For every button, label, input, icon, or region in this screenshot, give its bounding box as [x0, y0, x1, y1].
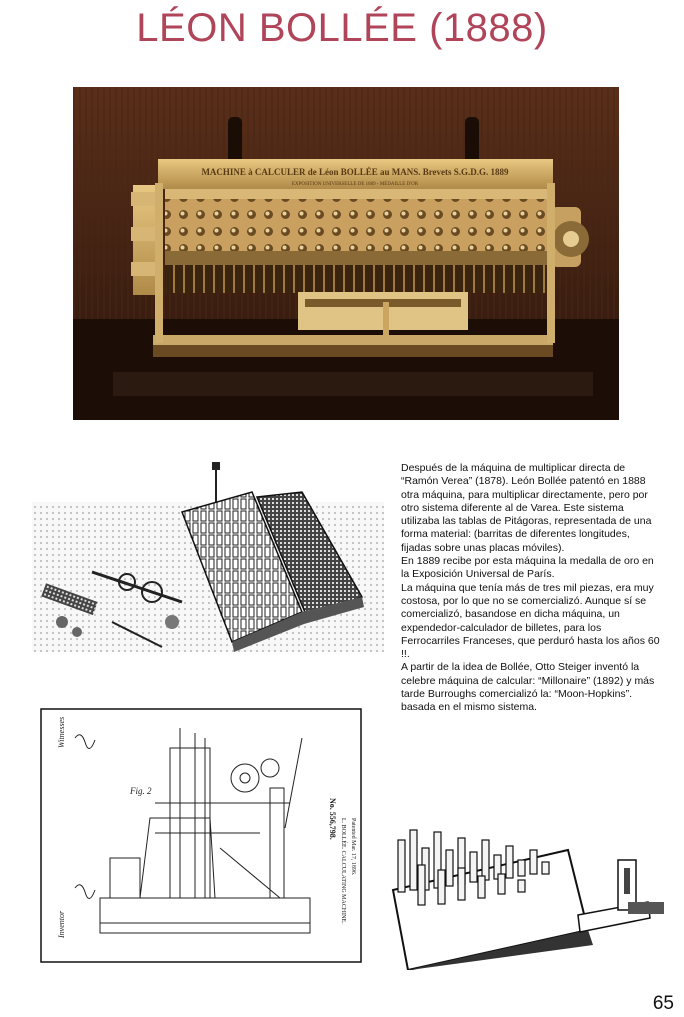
photo-nameplate-sub: EXPOSITION UNIVERSELLE DE 1889 - MÉDAILLE D'OR [291, 182, 419, 187]
body-text [401, 462, 663, 715]
patent-fig-label: Fig. 2 [130, 786, 152, 796]
patent-number: No. 556,798. [328, 798, 337, 840]
svg-text:Witnesses: Witnesses [57, 716, 66, 748]
paragraph: En 1889 recibe por esta máquina la medalla de oro en la Exposición Universal de París. [401, 555, 654, 581]
svg-text:Inventor: Inventor [57, 910, 66, 938]
page-title: LÉON BOLLÉE (1888) [136, 6, 548, 50]
patent-date: Patented Mar. 17, 1896. [350, 818, 356, 876]
pin-plate-drawing [388, 820, 664, 970]
patent-drawing [40, 708, 362, 963]
page-number: 65 [652, 993, 674, 1014]
photo-nameplate: MACHINE à CALCULER de Léon BOLLÉE au MANS. Brevets S.G.D.G. 1889 [201, 167, 509, 177]
patent-title: L. BOLLÉE. CALCULATING MACHINE. [340, 818, 346, 924]
paragraph: La máquina que tenía más de tres mil piezas, era muy costosa, por lo que no se comercializó. Aunque sí se comercializó, basandose en dicha máquina, un expendedor-calculador de billetes, para los Ferrocarriles Franceses, que perduró hasta los años 60 !!. [401, 581, 660, 661]
machine-photo [73, 87, 619, 420]
mechanism-engraving [32, 462, 384, 662]
paragraph: A partir de la idea de Bollée, Otto Steiger inventó la celebre máquina de calcular: “Millonaire” (1892) y más tarde Burroughs comercializó la: “Moon-Hopkins”. basada en el mismo sistema. [401, 661, 655, 714]
paragraph: Después de la máquina de multiplicar directa de “Ramón Verea” (1878). León Bollée patentó en 1888 otra máquina, para multiplicar directamente, pero por otro sistema diferente al de Varea. Este sistema utilizaba las tablas de Pitágoras, representada de una forma material: (barritas de diferentes longitudes, fijadas sobre unas placas móviles). [401, 462, 652, 554]
